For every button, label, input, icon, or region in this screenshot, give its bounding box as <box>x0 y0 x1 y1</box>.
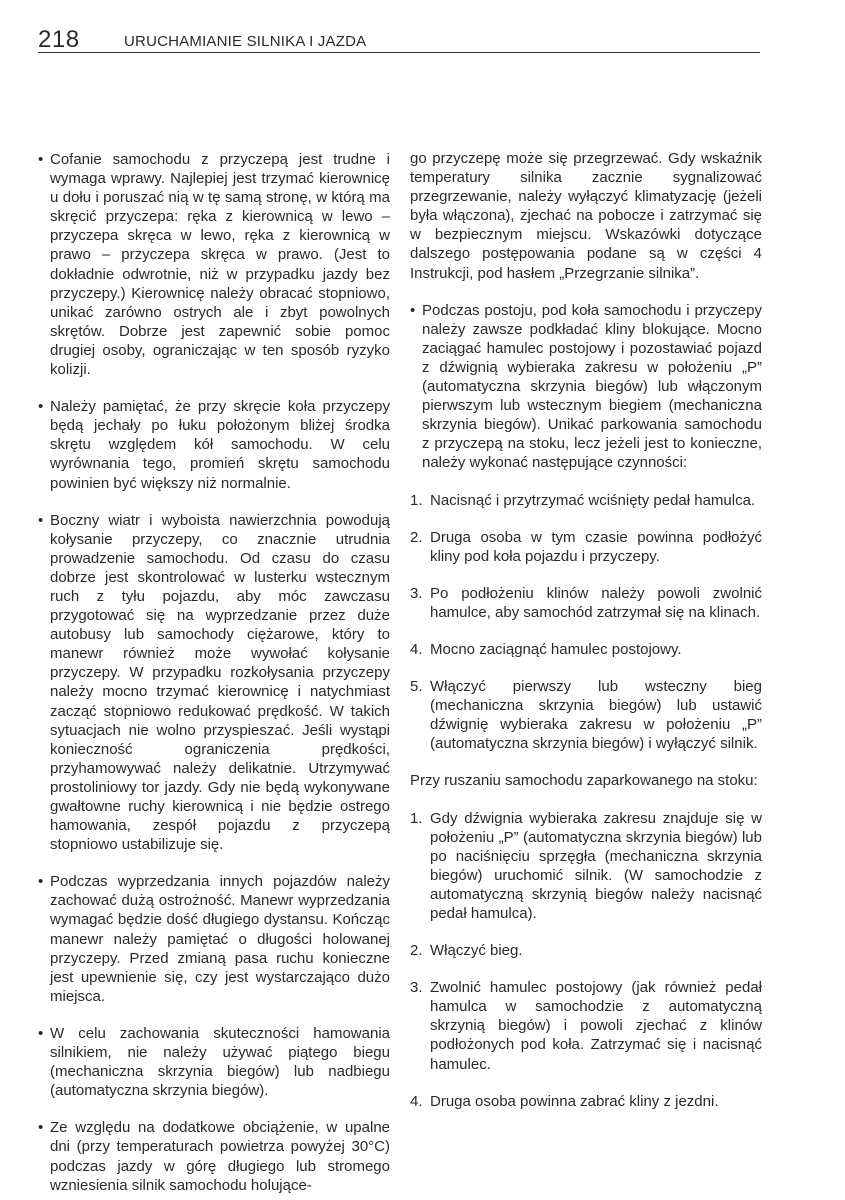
startoff-step <box>410 978 762 1073</box>
parking-step <box>410 640 762 659</box>
parking-step <box>410 528 762 566</box>
step-text: Włączyć pierwszy lub wsteczny bieg (mechaniczna skrzynia biegów) lub ustawić dźwignię wybieraka zakresu w położeniu „P” (automatyczna skrzynia biegów) i wyłączyć silnik. <box>430 678 762 753</box>
step-text: Nacisnąć i przytrzymać wciśnięty pedał hamulca. <box>430 491 756 509</box>
right-column <box>410 149 762 1111</box>
step-text: Mocno zaciągnąć hamulec postojowy. <box>430 640 682 658</box>
page-number: 218 <box>38 26 80 53</box>
bullet-text: Należy pamiętać, że przy skręcie koła przyczepy będą jechały po łuku położonym bliżej środka skrętu względem kół samochodu. W celu wyrównania tego, promień skrętu samochodu powinien być większy niż normalnie. <box>50 398 390 492</box>
overheating-continuation: go przyczepę może się przegrzewać. Gdy wskaźnik temperatury silnika zacznie sygnalizować przegrzewanie, należy wyłączyć klimatyzację (jeżeli była włączona), zjechać na pobocze i zatrzymać się w bezpiecznym miejscu. Wskazówki dotyczące dalszego postępowania podane są w części 4 Instrukcji, pod hasłem „Przegrzanie silnika”. <box>410 150 762 282</box>
startoff-step <box>410 1092 762 1111</box>
step-number: 2. <box>410 942 423 960</box>
bullet-text: Boczny wiatr i wyboista nawierzchnia powodują kołysanie przyczepy, co znacznie utrudnia prowadzenie samochodu. Od czasu do czasu dobrze jest skontrolować w lusterku wstecznym ruch z tyłu pojazdu, aby móc zawczasu przygotować się na wyprzedzanie przez duże autobusy lub samochody ciężarowe, który to manewr również może wywołać kołysanie przyczepy. W przypadku rozkołysania przyczepy należy mocno trzymać kierownicę i natychmiast zacząć stopniowo redukować prędkość. W takich sytuacjach nie wolno przyspieszać. Jeśli wystąpi konieczność ograniczenia prędkości, przyhamowywać należy delikatnie. Utrzymywać prostoliniowy tor jazdy. Gdy nie będą wykonywane gwałtowne ruchy kierownicą i nie będzie ostrego hamowania, zespół pojazdu z przyczepą stopniowo ustabilizuje się. <box>50 511 390 854</box>
startoff-step <box>410 809 762 924</box>
bullet-item-overtaking <box>38 872 390 1006</box>
step-text: Druga osoba w tym czasie powinna podłożyć kliny pod koła pojazdu i przyczepy. <box>430 528 762 565</box>
bullet-text: Podczas wyprzedzania innych pojazdów należy zachować dużą ostrożność. Manewr wyprzedzania wymagać będzie dość długiego dystansu. Kończąc manewr należy pamiętać o długości holowanej przyczepy. Przed zmianą pasa ruchu konieczne jest upewnienie się, czy jest wystarczająco dużo miejsca. <box>50 873 390 1005</box>
section-title: URUCHAMIANIE SILNIKA I JAZDA <box>124 33 367 50</box>
header-rule <box>38 52 760 53</box>
bullet-text: W celu zachowania skuteczności hamowania silnikiem, nie należy używać piątego biegu (mechaniczna skrzynia biegów) lub nadbiegu (automatyczna skrzynia biegów). <box>50 1024 390 1100</box>
bullet-icon: • <box>38 511 44 529</box>
bullet-item-turning <box>38 397 390 492</box>
bullet-text: Cofanie samochodu z przyczepą jest trudne i wymaga wprawy. Najlepiej jest trzymać kierownicę u dołu i poruszać nią w tę samą stronę, w którą ma skręcić przyczepa: ręka z kierownicą w lewo – przyczepa skręca w lewo, ręka z kierownicą w prawo – przyczepa skręca w prawo. (Jest to dokładnie odwrotnie, niż w przypadku jazdy bez przyczepy.) Kierownicę należy obracać stopniowo, unikać zarówno ostrych ale i zbyt powolnych skrętów. Dobrze jest zapewnić sobie pomoc drugiej osoby, ograniczając w ten sposób ryzyko kolizji. <box>50 151 390 379</box>
startoff-step <box>410 941 762 960</box>
parking-step <box>410 677 762 753</box>
startoff-intro: Przy ruszaniu samochodu zaparkowanego na stoku: <box>410 772 758 790</box>
bullet-icon: • <box>38 873 44 891</box>
bullet-icon: • <box>38 151 44 168</box>
step-number: 4. <box>410 1092 423 1110</box>
left-column <box>38 150 390 1195</box>
step-text: Włączyć bieg. <box>430 942 523 960</box>
page-header <box>38 24 760 54</box>
step-number: 1. <box>410 809 423 827</box>
step-number: 3. <box>410 584 423 602</box>
bullet-item-overheating <box>38 1118 390 1194</box>
bullet-icon: • <box>38 1024 44 1042</box>
bullet-icon: • <box>38 398 44 416</box>
step-number: 5. <box>410 678 423 696</box>
step-text: Zwolnić hamulec postojowy (jak również pedał hamulca w samochodzie z automatyczną skrzynią biegów) i powoli zjechać z klinów podłożonych pod koła. Zatrzymać się i nacisnąć hamulec. <box>430 979 762 1073</box>
step-number: 3. <box>410 979 423 997</box>
step-text: Druga osoba powinna zabrać kliny z jezdni. <box>430 1092 719 1110</box>
bullet-item-engine-braking <box>38 1024 390 1100</box>
parking-step <box>410 584 762 622</box>
step-text: Po podłożeniu klinów należy powoli zwolnić hamulce, aby samochód zatrzymał się na klinach. <box>430 584 762 621</box>
step-number: 1. <box>410 491 423 509</box>
step-text: Gdy dźwignia wybieraka zakresu znajduje się w położeniu „P” (automatyczna skrzynia biegów) lub po naciśnięciu sprzęgła (mechaniczna skrzynia biegów) uruchomić silnik. (W samochodzie z automatyczną skrzynią biegów należy nacisnąć pedał hamulca). <box>430 809 762 922</box>
bullet-item-crosswind <box>38 511 390 855</box>
step-number: 4. <box>410 640 423 658</box>
bullet-icon: • <box>410 301 416 319</box>
bullet-item-parking <box>410 301 762 473</box>
bullet-text: Podczas postoju, pod koła samochodu i przyczepy należy zawsze podkładać kliny blokujące. Mocno zaciągać hamulec postojowy i pozostawiać pojazd z dźwignią wybieraka zakresu w położeniu „P” (automatyczna skrzynia biegów) lub włączonym pierwszym lub wstecznym biegiem (mechaniczna skrzynia biegów). Unikać parkowania samochodu z przyczepą na stoku, lecz jeżeli jest to konieczne, należy wykonać następujące czynności: <box>422 301 762 472</box>
bullet-item-reversing <box>38 150 390 379</box>
step-number: 2. <box>410 528 423 546</box>
bullet-text: Ze względu na dodatkowe obciążenie, w upalne dni (przy temperaturach powietrza powyżej 30°C) podczas jazdy w górę długiego lub stromego wzniesienia silnik samochodu holujące- <box>50 1119 390 1194</box>
bullet-icon: • <box>38 1119 44 1137</box>
parking-step <box>410 491 762 510</box>
